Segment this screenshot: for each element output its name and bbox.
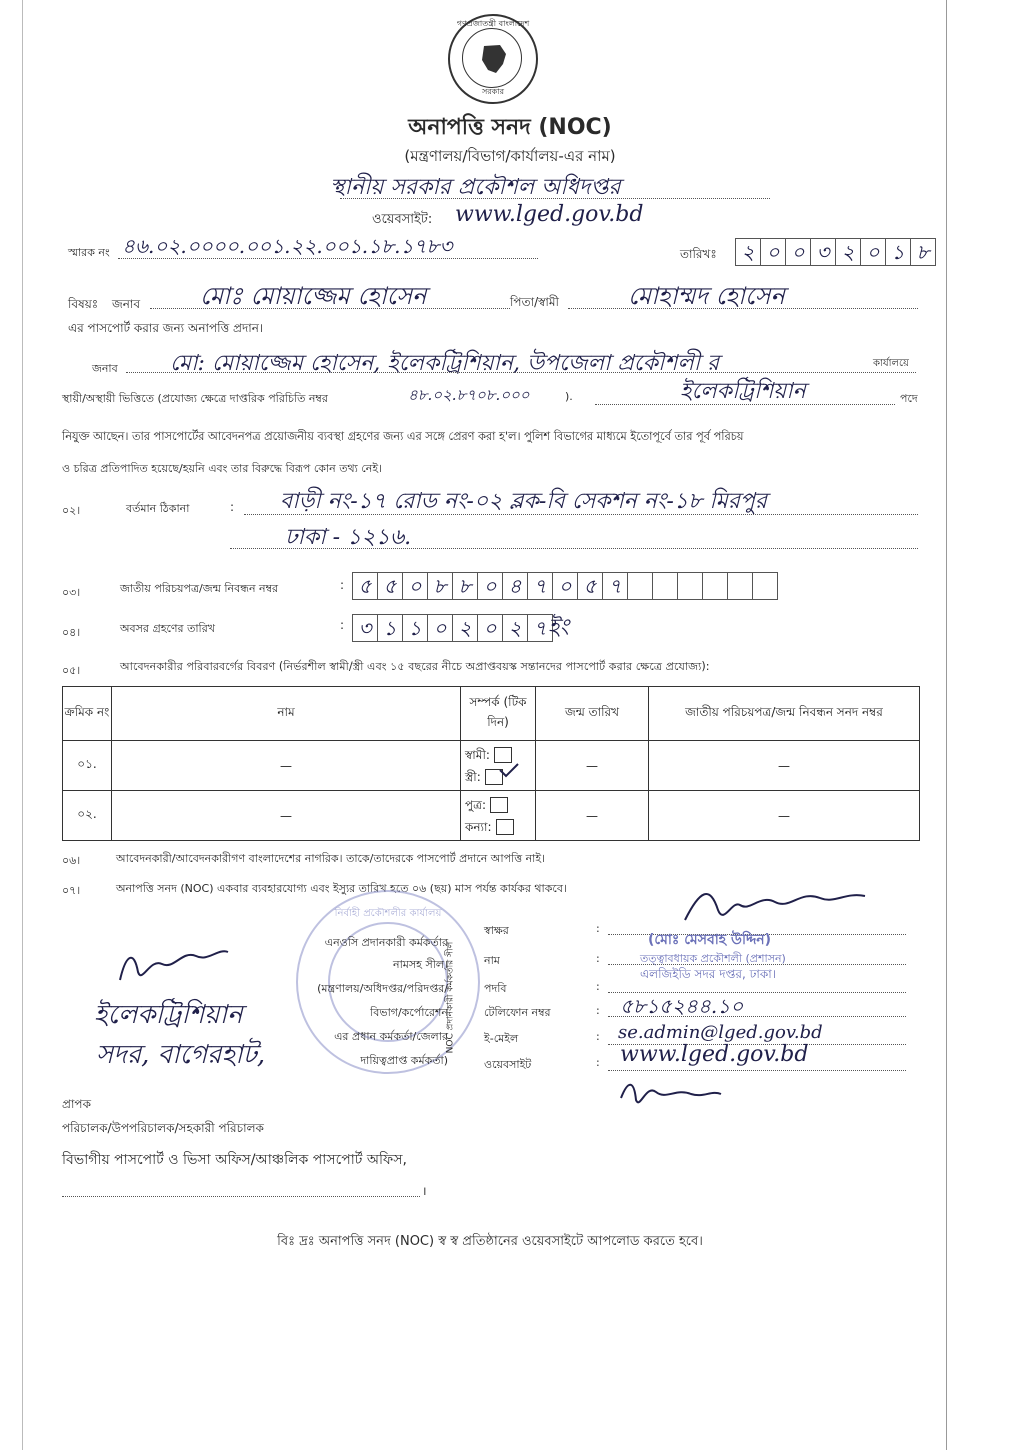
- digit-box: ০: [403, 573, 428, 599]
- row-serial: ০১.: [63, 741, 112, 791]
- reference-number-handwritten: ৪৬.০২.০০০০.০০১.২২.০০১.১৮.১৭৮৩: [122, 234, 453, 258]
- digit-box: ২: [453, 615, 478, 641]
- field-web-colon: :: [596, 1056, 600, 1069]
- digit-box: ০: [761, 239, 786, 265]
- digit-box: ০: [786, 239, 811, 265]
- wife-tick-icon: [498, 762, 520, 778]
- reference-label: স্মারক নং: [68, 246, 110, 259]
- body-line2-prefix: স্থায়ী/অস্থায়ী ভিত্তিতে (প্রযোজ্য ক্ষেত্রে দাপ্তরিক পরিচিতি নম্বর: [62, 392, 328, 405]
- digit-box: [728, 573, 753, 599]
- item-family-number: ০৫।: [62, 664, 81, 677]
- son-checkbox[interactable]: [490, 797, 508, 813]
- field-email-label: ই-মেইল: [484, 1032, 519, 1045]
- digit-box: ০: [861, 239, 886, 265]
- row-name-dash: —: [112, 791, 461, 841]
- col-nid: জাতীয় পরিচয়পত্র/জন্ম নিবন্ধন সনদ নম্বর: [649, 687, 920, 741]
- post-suffix: পদে: [900, 392, 918, 405]
- left-signature-line1: ইলেকট্রিশিয়ান: [94, 1000, 243, 1030]
- row-dob-dash: —: [536, 741, 649, 791]
- designation-handwritten: ইলেকট্রিশিয়ান: [680, 379, 806, 404]
- issuer-label-5: এর প্রধান কর্মকর্তা/জেলার: [334, 1030, 448, 1043]
- reference-line: [118, 258, 538, 259]
- item-citizen-number: ০৬।: [62, 854, 81, 867]
- digit-box: ২: [836, 239, 861, 265]
- digit-box: ২: [503, 615, 528, 641]
- digit-box: ১: [403, 615, 428, 641]
- digit-box: ৭: [603, 573, 628, 599]
- row-name-dash: —: [112, 741, 461, 791]
- item-nid-label: জাতীয় পরিচয়পত্র/জন্ম নিবন্ধন নম্বর: [120, 582, 279, 595]
- phone-handwritten: ৫৮১৫২৪৪.১০: [620, 994, 744, 1018]
- applicant-name-line: [150, 308, 510, 309]
- digit-box: ৫: [578, 573, 603, 599]
- field-post-label: পদবি: [484, 982, 507, 995]
- office-name-handwritten: স্থানীয় সরকার প্রকৌশল অধিদপ্তর: [330, 175, 621, 200]
- phone-line: [608, 1016, 906, 1017]
- email-handwritten: se.admin@lged.gov.bd: [618, 1022, 823, 1043]
- field-name-colon: :: [596, 952, 600, 965]
- field-web-label: ওয়েবসাইট: [484, 1058, 532, 1071]
- recipient-label: প্রাপক: [62, 1097, 91, 1111]
- digit-box: ২: [736, 239, 761, 265]
- col-relation: সম্পর্ক (টিক দিন): [461, 687, 536, 741]
- applicant-name-handwritten: মোঃ মোয়াজ্জেম হোসেন: [200, 282, 427, 310]
- subject-label: বিষয়ঃ: [68, 297, 99, 311]
- retirement-date-boxes: [352, 614, 553, 642]
- family-table: [62, 686, 920, 841]
- recipient-line2: বিভাগীয় পাসপোর্ট ও ভিসা অফিস/আঞ্চলিক পাসপোর্ট অফিস,: [62, 1152, 407, 1168]
- item-citizen-text: আবেদনকারী/আবেদনকারীগণ বাংলাদেশের নাগরিক। তাকে/তাদেরকে পাসপোর্ট প্রদানে আপত্তি নাই।: [116, 852, 546, 865]
- field-sign-colon: :: [596, 922, 600, 935]
- row-serial: ০২.: [63, 791, 112, 841]
- row-relation: [461, 791, 536, 841]
- office-name-line: [340, 198, 770, 199]
- body-janab: জনাব: [92, 362, 118, 375]
- digit-box: ৮: [453, 573, 478, 599]
- row-dob-dash: —: [536, 791, 649, 841]
- digit-box: ৮: [428, 573, 453, 599]
- digit-box: ০: [428, 615, 453, 641]
- recipient-line3-dots: [62, 1196, 420, 1197]
- official-id-handwritten: ৪৮.০২.৮৭০৮.০০০: [408, 386, 530, 404]
- digit-box: ১: [886, 239, 911, 265]
- seal-text: নির্বাহী প্রকৌশলীর কার্যালয়: [334, 908, 442, 919]
- item-validity-text: অনাপত্তি সনদ (NOC) একবার ব্যবহারযোগ্য এবং ইস্যুর তারিখ হতে ০৬ (ছয়) মাস পর্যন্ত কার্যকর থাকবে।: [116, 882, 567, 895]
- emblem-bottom-text: সরকার: [481, 87, 504, 96]
- father-name-handwritten: মোহাম্মদ হোসেন: [628, 282, 785, 310]
- body-line1-dots: [126, 372, 916, 373]
- row-nid-dash: —: [649, 741, 920, 791]
- office-suffix: কার্যালয়ে: [873, 358, 909, 369]
- field-sign-label: স্বাক্ষর: [484, 924, 509, 937]
- document-title: অনাপত্তি সনদ (NOC): [408, 115, 612, 140]
- emblem-top-text: গণপ্রজাতন্ত্রী বাংলাদেশ: [456, 19, 530, 28]
- digit-box: [753, 573, 777, 599]
- digit-box: ০: [478, 615, 503, 641]
- item-nid-colon: :: [340, 578, 345, 592]
- item-address-label: বর্তমান ঠিকানা: [126, 502, 190, 515]
- digit-box: ০: [553, 573, 578, 599]
- digit-box: [628, 573, 653, 599]
- address-line1-dots: [244, 514, 918, 515]
- father-label: পিতা/স্বামী: [510, 295, 559, 309]
- item-nid-number: ০৩।: [62, 586, 81, 599]
- digit-box: ৩: [811, 239, 836, 265]
- item-family-label: আবেদনকারীর পরিবারবর্গের বিবরণ (নির্ভরশীল স্বামী/স্ত্রী এবং ১৫ বছরের নীচে অপ্রাপ্তবয়স্ক সন্তানদের পাসপোর্ট করার ক্ষেত্রে প্রযোজ্য):: [120, 660, 710, 673]
- digit-box: ৪: [503, 573, 528, 599]
- website-label: ওয়েবসাইট:: [372, 212, 433, 227]
- item-retire-colon: :: [340, 618, 345, 632]
- father-name-line: [568, 308, 918, 309]
- digit-box: [653, 573, 678, 599]
- issuer-label-2: নামসহ সীল।: [393, 958, 448, 971]
- relation-husband-label: স্বামী:: [465, 747, 490, 762]
- field-phone-colon: :: [596, 1004, 600, 1017]
- digit-box: ৫: [353, 573, 378, 599]
- issuer-label-1: এনওসি প্রদানকারী কর্মকর্তার: [324, 936, 448, 949]
- item-retire-label: অবসর গ্রহণের তারিখ: [120, 622, 215, 635]
- nid-boxes: [352, 572, 778, 600]
- row-nid-dash: —: [649, 791, 920, 841]
- left-signature-line2: সদর, বাগেরহাট,: [96, 1040, 266, 1070]
- footnote: বিঃ দ্রঃ অনাপত্তি সনদ (NOC) স্ব স্ব প্রতিষ্ঠানের ওয়েবসাইটে আপলোড করতে হবে।: [277, 1234, 703, 1249]
- issuer-label-4: বিভাগ/কর্পোরেশন: [370, 1006, 448, 1019]
- daughter-checkbox[interactable]: [496, 819, 514, 835]
- emblem-map-icon: [476, 42, 510, 76]
- government-emblem: [448, 14, 538, 104]
- item-validity-number: ০৭।: [62, 884, 81, 897]
- digit-box: ৭: [528, 573, 553, 599]
- field-phone-label: টেলিফোন নম্বর: [484, 1006, 551, 1019]
- col-serial: ক্রমিক নং: [63, 687, 112, 741]
- field-name-label: নাম: [484, 954, 500, 967]
- body-line2-close: ).: [565, 390, 573, 403]
- col-dob: জন্ম তারিখ: [536, 687, 649, 741]
- digit-box: [678, 573, 703, 599]
- initial-signature: [616, 1076, 726, 1110]
- web-handwritten: www.lged.gov.bd: [620, 1042, 809, 1067]
- website-handwritten: www.lged.gov.bd: [455, 202, 644, 227]
- web-line: [608, 1070, 906, 1071]
- digit-box: ৩: [353, 615, 378, 641]
- date-label: তারিখঃ: [680, 247, 717, 261]
- address-line1-handwritten: বাড়ী নং-১৭ রোড নং-০২ ব্লক-বি সেকশন নং-১৮ মিরপুর: [280, 489, 768, 514]
- paper-left-edge: [22, 0, 23, 1450]
- subject-purpose: এর পাসপোর্ট করার জন্য অনাপত্তি প্রদান।: [68, 321, 264, 335]
- date-boxes: [735, 238, 936, 266]
- stamp-officer-post: তত্ত্বাবধায়ক প্রকৌশলী (প্রশাসন): [640, 952, 786, 965]
- digit-box: ৫: [378, 573, 403, 599]
- relation-wife-label: স্ত্রী:: [465, 769, 481, 784]
- recipient-line3-end: ।: [422, 1184, 427, 1198]
- item-retire-number: ০৪।: [62, 626, 81, 639]
- relation-daughter-label: কন্যা:: [465, 819, 492, 834]
- address-line2-dots: [230, 548, 918, 549]
- digit-box: ৮: [916, 240, 930, 264]
- body-line4: ও চরিত্র প্রতিপাদিত হয়েছে/হয়নি এবং তার বিরুদ্ধে বিরূপ কোন তথ্য নেই।: [62, 462, 382, 475]
- retire-suffix-handwritten: ইং: [548, 615, 569, 640]
- table-row: [63, 791, 920, 841]
- body-line3: নিযুক্ত আছেন। তার পাসপোর্টের আবেদনপত্র প্রয়োজনীয় ব্যবস্থা গ্রহণের জন্য এর সঙ্গে প্রেরণ করা হ'ল। পুলিশ বিভাগের মাধ্যমে ইতোপূর্বে তার পূর্ব পরিচয়: [62, 430, 744, 443]
- issuer-label-3: (মন্ত্রণালয়/অধিদপ্তর/পরিদপ্তর/: [317, 982, 448, 995]
- col-name: নাম: [112, 687, 461, 741]
- issuer-signature: [680, 880, 870, 930]
- digit-box: ১: [378, 615, 403, 641]
- recipient-line1: পরিচালক/উপপরিচালক/সহকারী পরিচালক: [62, 1121, 264, 1135]
- digit-box: ০: [478, 573, 503, 599]
- subject-janab: জনাব: [112, 297, 141, 311]
- item-address-number: ০২।: [62, 504, 81, 517]
- left-signature: [112, 940, 232, 990]
- vertical-noc-label: NOC প্রদানকারী কর্মকর্তার সীল: [445, 941, 456, 1054]
- item-address-colon: :: [230, 500, 235, 514]
- address-line2-handwritten: ঢাকা - ১২১৬.: [285, 525, 412, 550]
- digit-box: [703, 573, 728, 599]
- relation-son-label: পুত্র:: [465, 797, 487, 812]
- field-email-colon: :: [596, 1030, 600, 1043]
- stamp-officer-name: (মোঃ মেসবাহ উদ্দিন): [648, 932, 772, 948]
- husband-checkbox[interactable]: [494, 747, 512, 763]
- table-row: [63, 741, 920, 791]
- document-subtitle: (মন্ত্রণালয়/বিভাগ/কার্যালয়-এর নাম): [404, 147, 616, 165]
- digit-box: ৭: [533, 616, 547, 640]
- body-line1-handwritten: মো: মোয়াজ্জেম হোসেন, ইলেকট্রিশিয়ান, উপজেলা প্রকৌশলী র: [170, 351, 720, 376]
- designation-line: [595, 404, 895, 405]
- issuer-label-6: দায়িত্বপ্রাপ্ত কর্মকর্তা): [360, 1054, 448, 1067]
- field-post-colon: :: [596, 980, 600, 993]
- stamp-office: এলজিইডি সদর দপ্তর, ঢাকা।: [640, 967, 777, 981]
